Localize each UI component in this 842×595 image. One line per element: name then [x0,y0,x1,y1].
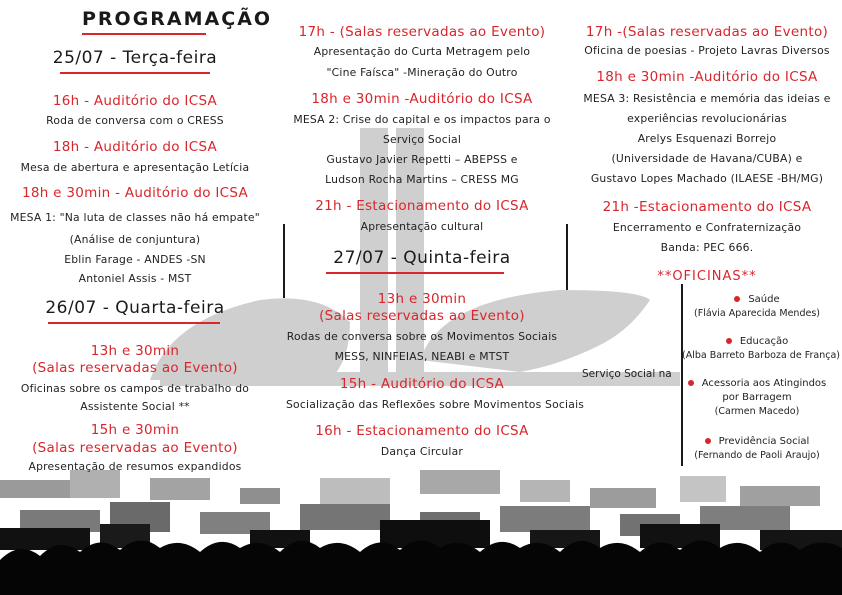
event-desc: Arelys Esquenazi Borrejo [637,132,777,145]
oficina-name: Acessoria aos Atingindos [701,378,827,389]
bullet-icon [726,338,732,344]
event-desc: Mesa de abertura e apresentação Letícia [20,161,250,174]
event-location: (Salas reservadas ao Evento) [32,440,238,456]
event-desc: Gustavo Javier Repetti – ABEPSS e [326,153,518,166]
oficina-name: Educação [739,336,789,347]
event-desc: MESS, NINFEIAS, NEABI e MTST [334,350,510,363]
event-location: (Salas reservadas ao Evento) [319,308,525,324]
event-desc: (Análise de conjuntura) [69,233,201,246]
event-desc: Oficina de poesias - Projeto Lavras Diversos [584,44,830,57]
event-time: 18h e 30min -Auditório do ICSA [596,69,818,85]
event-desc: Oficinas sobre os campos de trabalho do [20,382,250,395]
event-desc: Roda de conversa com o CRESS [46,114,224,127]
oficina-name: Saúde [748,294,780,305]
event-time: 18h e 30min - Auditório do ICSA [21,185,249,201]
list-item [682,378,832,417]
event-desc: MESA 1: "Na luta de classes não há empate" [10,211,260,224]
event-desc: Apresentação cultural [360,220,484,233]
event-desc: Assistente Social ** [80,400,190,413]
event-time: 21h -Estacionamento do ICSA [602,199,812,215]
bullet-icon [688,380,694,386]
oficina-note: (Fernando de Paoli Araujo) [694,450,820,461]
oficinas-side-label: Serviço Social na [582,368,672,380]
day-heading-thursday: 27/07 - Quinta-feira [333,248,511,268]
oficina-note: (Carmen Macedo) [714,406,800,417]
event-desc: Apresentação do Curta Metragem pelo [313,45,531,58]
event-desc: Gustavo Lopes Machado (ILAESE -BH/MG) [590,172,824,185]
bullet-icon [705,438,711,444]
list-item [682,294,832,319]
event-desc: (Universidade de Havana/CUBA) e [611,152,803,165]
event-desc: Ludson Rocha Martins – CRESS MG [325,173,519,186]
column-divider-left [283,224,285,298]
event-time: 15h e 30min [90,422,180,438]
event-desc: Antoniel Assis - MST [78,272,192,285]
event-time: 16h - Auditório do ICSA [52,93,218,109]
event-time: 21h - Estacionamento do ICSA [315,198,529,214]
event-desc: Socialização das Reflexões sobre Movimentos Sociais [286,398,585,411]
event-desc: MESA 2: Crise do capital e os impactos para o [293,113,551,126]
event-desc: Serviço Social [382,133,462,146]
protest-crowd-icon [0,470,842,595]
event-time: 17h - (Salas reservadas ao Evento) [298,24,546,40]
oficina-note: (Alba Barreto Barboza de França) [682,350,840,361]
day-heading-tuesday: 25/07 - Terça-feira [52,48,218,68]
oficina-note: (Flávia Aparecida Mendes) [694,308,820,319]
list-item [682,436,832,461]
event-desc: Rodas de conversa sobre os Movimentos Sociais [286,330,558,343]
event-time: 18h - Auditório do ICSA [52,139,218,155]
day-underline [48,322,220,324]
oficina-name-cont: por Barragem [722,392,792,403]
event-desc: Dança Circular [380,445,464,458]
bullet-icon [734,296,740,302]
day-underline [326,272,504,274]
event-desc: MESA 3: Resistência e memória das ideias e [583,92,831,105]
event-time: 17h -(Salas reservadas ao Evento) [585,24,829,40]
list-item [682,336,840,361]
title-underline [82,33,206,35]
event-location: (Salas reservadas ao Evento) [32,360,238,376]
column-divider-right [566,224,568,290]
event-time: 13h e 30min [90,343,180,359]
event-desc: Apresentação de resumos expandidos [28,460,242,473]
oficinas-title: **OFICINAS** [657,269,757,284]
day-heading-wednesday: 26/07 - Quarta-feira [45,298,225,318]
event-desc: Eblin Farage - ANDES -SN [64,253,206,266]
oficina-name: Previdência Social [718,436,810,447]
event-time: 13h e 30min [377,291,467,307]
day-underline [60,72,210,74]
page-title: PROGRAMAÇÃO [82,8,273,30]
event-time: 15h - Auditório do ICSA [339,376,505,392]
event-desc: Banda: PEC 666. [660,241,754,254]
event-desc: Encerramento e Confraternização [612,221,802,234]
event-time: 18h e 30min -Auditório do ICSA [311,91,533,107]
event-time: 16h - Estacionamento do ICSA [315,423,529,439]
event-desc: experiências revolucionárias [627,112,787,125]
event-desc: "Cine Faísca" -Mineração do Outro [326,66,518,79]
